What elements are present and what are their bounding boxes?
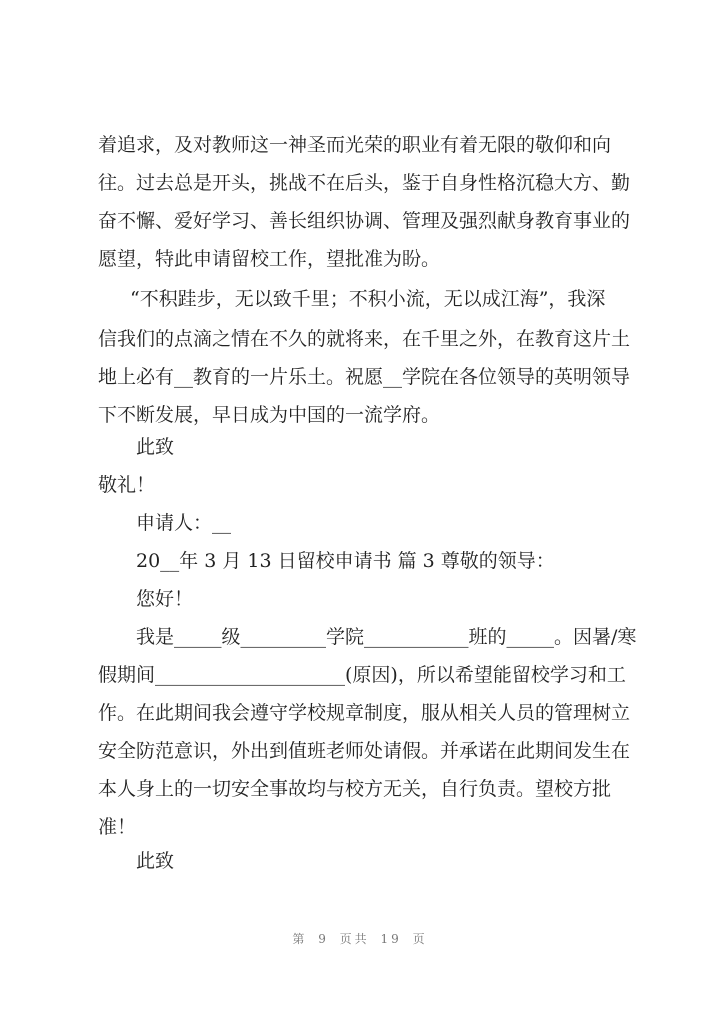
- date-heading-line: 20__年 3 月 13 日留校申请书 篇 3 尊敬的领导：: [136, 550, 555, 572]
- greeting: 您好！: [136, 588, 194, 610]
- paragraph-line: 奋不懈、爱好学习、善长组织协调、管理及强烈献身教育事业的: [98, 210, 631, 232]
- paragraph-line: 愿望，特此申请留校工作，望批准为盼。: [98, 248, 441, 270]
- page-number-footer: 第 9 页共 19 页: [292, 932, 428, 946]
- applicant-line: 申请人：__: [136, 512, 232, 534]
- paragraph-line: 着追求，及对教师这一神圣而光荣的职业有着无限的敬仰和向: [98, 134, 612, 156]
- paragraph-line: 假期间____________________(原因)，所以希望能留校学习和工: [98, 664, 626, 686]
- paragraph-line: 信我们的点滴之情在不久的就将来，在千里之外，在教育这片土: [98, 328, 631, 350]
- paragraph-line: 地上必有__教育的一片乐土。祝愿__学院在各位领导的英明领导: [98, 366, 631, 388]
- paragraph-line: 准！: [98, 816, 137, 838]
- paragraph-line: 往。过去总是开头，挑战不在后头，鉴于自身性格沉稳大方、勤: [98, 172, 631, 194]
- closing-salutation: 此致: [136, 436, 175, 458]
- paragraph-line: “不积跬步，无以致千里；不积小流，无以成江海”，我深: [130, 288, 606, 310]
- paragraph-line: 作。在此期间我会遵守学校规章制度，服从相关人员的管理树立: [98, 702, 631, 724]
- paragraph-line: 我是_____级_________学院___________班的_____。因暑/寒: [136, 626, 637, 648]
- paragraph-line: 下不断发展，早日成为中国的一流学府。: [98, 404, 441, 426]
- paragraph-line: 本人身上的一切安全事故均与校方无关，自行负责。望校方批: [98, 778, 612, 800]
- closing-regards: 敬礼！: [98, 474, 156, 496]
- paragraph-line: 安全防范意识，外出到值班老师处请假。并承诺在此期间发生在: [98, 740, 631, 762]
- closing-salutation: 此致: [136, 850, 175, 872]
